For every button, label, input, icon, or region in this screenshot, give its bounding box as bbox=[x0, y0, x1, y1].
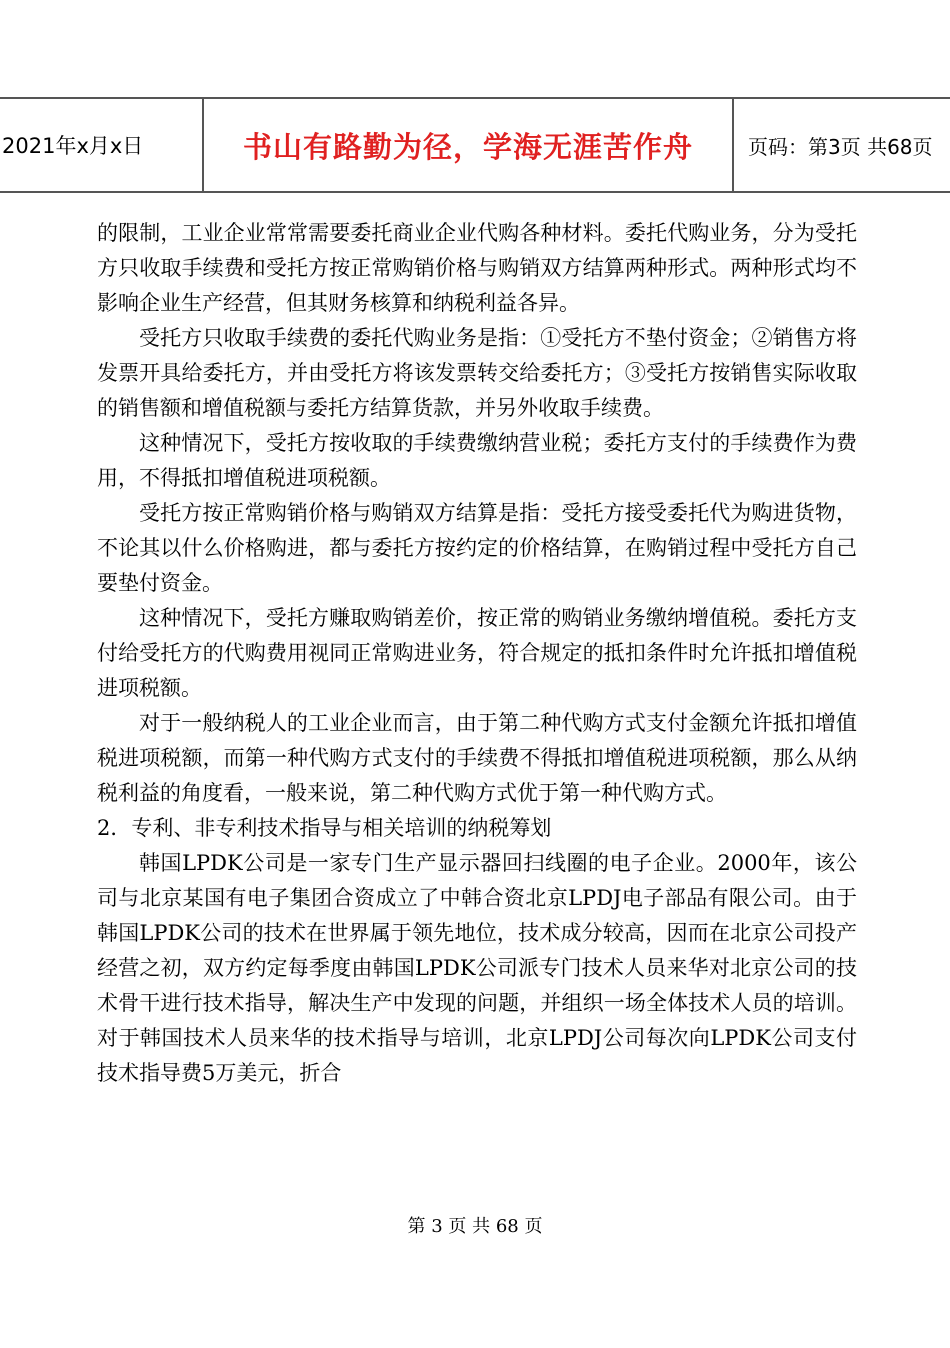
paragraph: 的限制，工业企业常常需要委托商业企业代购各种材料。委托代购业务，分为受托方只收取手续费和受托方按正常购销价格与购销双方结算两种形式。两种形式均不影响企业生产经营，但其财务核算和纳税利益各异。 bbox=[97, 221, 857, 315]
paragraph: 这种情况下，受托方赚取购销差价，按正常的购销业务缴纳增值税。委托方支付给受托方的代购费用视同正常购进业务，符合规定的抵扣条件时允许抵扣增值税进项税额。 bbox=[97, 606, 857, 700]
paragraph: 受托方按正常购销价格与购销双方结算是指：受托方接受委托代为购进货物，不论其以什么价格购进，都与委托方按约定的价格结算，在购销过程中受托方自己要垫付资金。 bbox=[97, 501, 857, 595]
page-header bbox=[0, 97, 950, 193]
header-motto: 书山有路勤为径，学海无涯苦作舟 bbox=[204, 99, 734, 191]
paragraph: 对于一般纳税人的工业企业而言，由于第二种代购方式支付金额允许抵扣增值税进项税额，而第一种代购方式支付的手续费不得抵扣增值税进项税额，那么从纳税利益的角度看，一般来说，第二种代购方式优于第一种代购方式。 bbox=[97, 711, 857, 805]
header-date: 2021年x月x日 bbox=[0, 99, 204, 191]
paragraph: 这种情况下，受托方按收取的手续费缴纳营业税；委托方支付的手续费作为费用，不得抵扣增值税进项税额。 bbox=[97, 431, 857, 490]
header-page-info: 页码：第3页 共68页 bbox=[748, 134, 933, 159]
paragraph: 受托方只收取手续费的委托代购业务是指：①受托方不垫付资金；②销售方将发票开具给委托方，并由受托方将该发票转交给委托方；③受托方按销售实际收取的销售额和增值税额与委托方结算货款，并另外收取手续费。 bbox=[97, 326, 857, 420]
document-body bbox=[97, 216, 857, 1091]
section-heading: 2．专利、非专利技术指导与相关培训的纳税筹划 bbox=[97, 816, 552, 840]
page-footer: 第 3 页 共 68 页 bbox=[407, 1216, 543, 1237]
paragraph: 韩国LPDK公司是一家专门生产显示器回扫线圈的电子企业。2000年，该公司与北京某国有电子集团合资成立了中韩合资北京LPDJ电子部品有限公司。由于韩国LPDK公司的技术在世界属于领先地位，技术成分较高，因而在北京公司投产经营之初，双方约定每季度由韩国LPDK公司派专门技术人员来华对北京公司的技术骨干进行技术指导，解决生产中发现的问题，并组织一场全体技术人员的培训。对于韩国技术人员来华的技术指导与培训，北京LPDJ公司每次向LPDK公司支付技术指导费5万美元，折合 bbox=[97, 851, 857, 1085]
